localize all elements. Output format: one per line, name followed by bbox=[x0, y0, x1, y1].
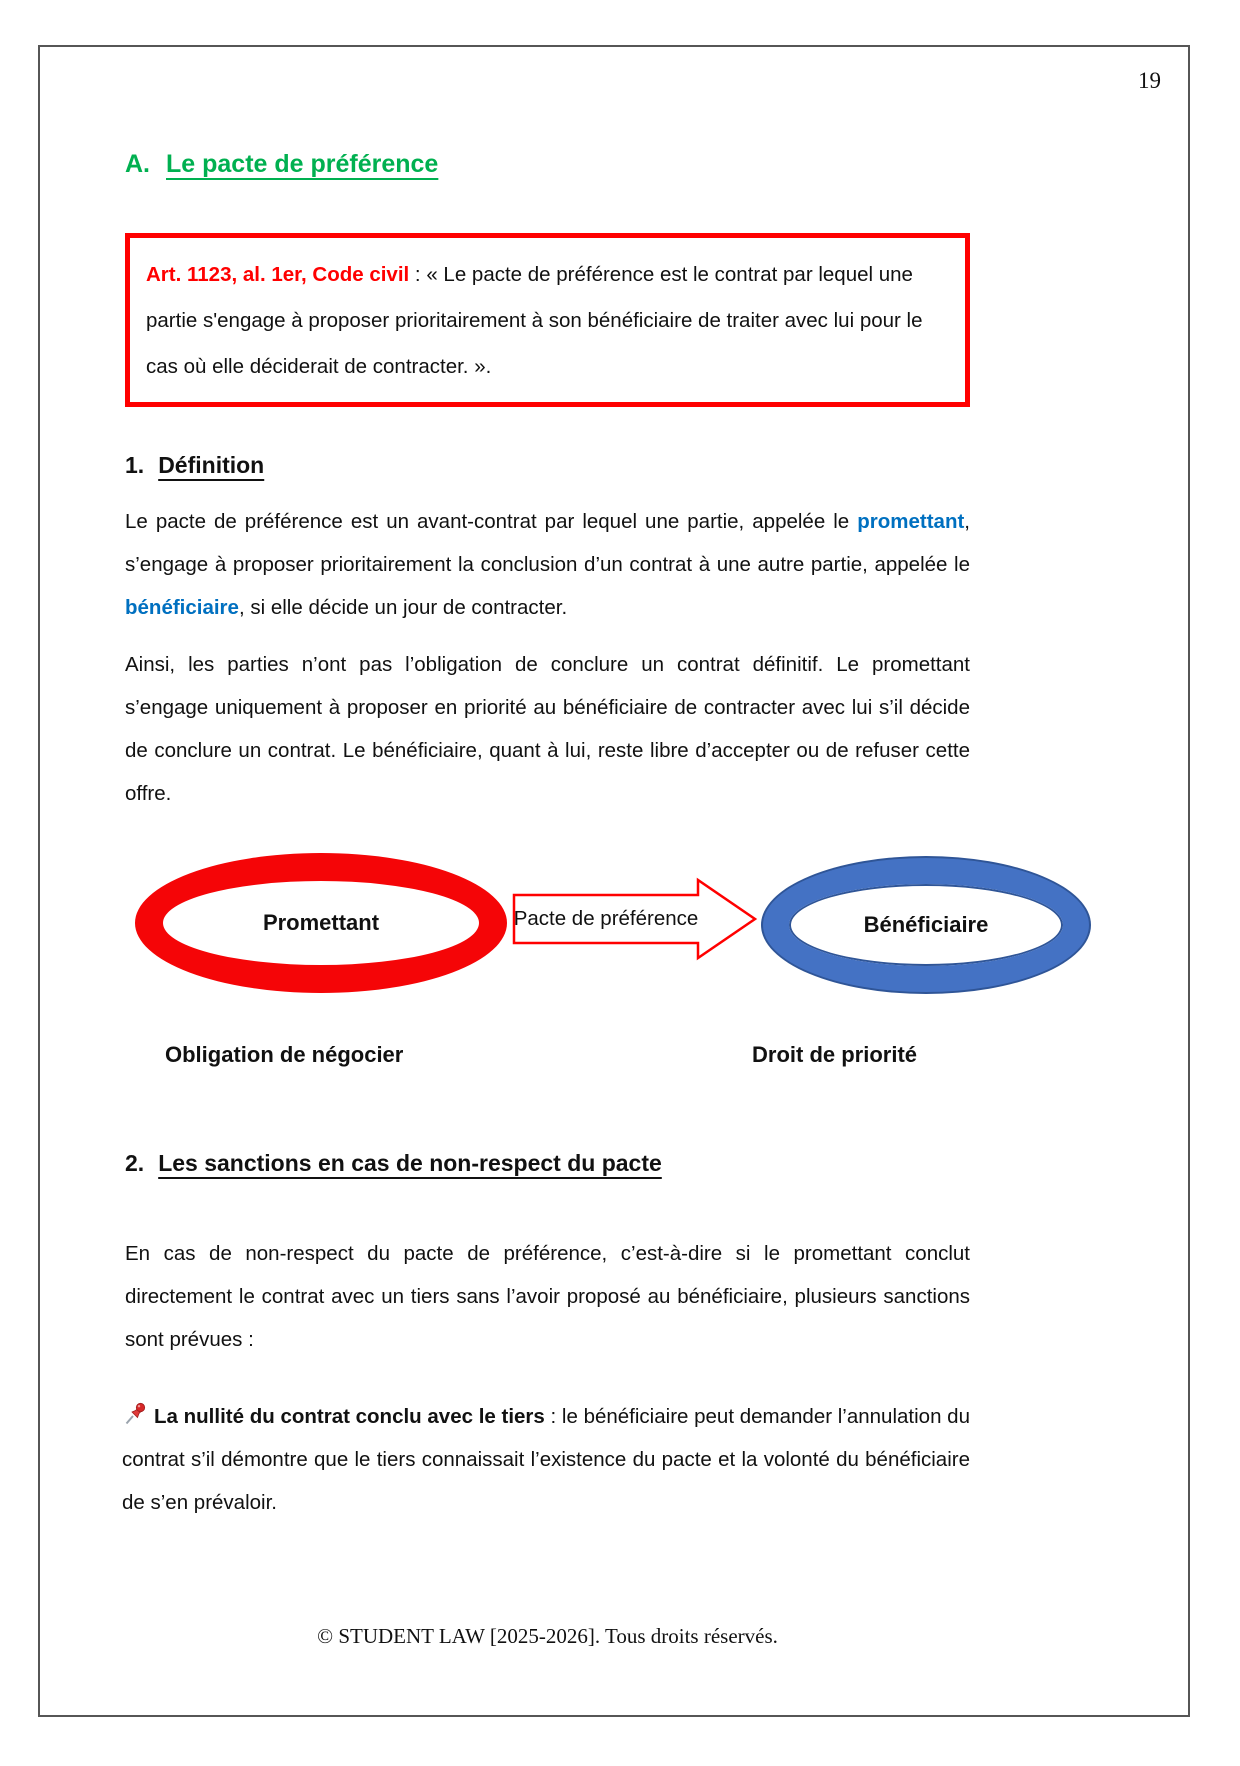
pushpin-icon bbox=[122, 1399, 148, 1425]
promettant-label: Promettant bbox=[262, 910, 380, 935]
promettant-ellipse bbox=[135, 853, 507, 993]
beneficiaire-label: Bénéficiaire bbox=[863, 912, 989, 937]
sanction-nullity-text: : le bénéficiaire peut demander l’annulation du contrat s’il démontre que le tiers connaissait l’existence du pacte et la volonté du bénéficiaire de s’en prévaloir. bbox=[122, 1405, 970, 1514]
law-article-reference: Art. 1123, al. 1er, Code civil bbox=[146, 263, 410, 286]
sanction-nullity-bold: La nullité du contrat conclu avec le tiers bbox=[154, 1405, 545, 1428]
law-article-box bbox=[125, 233, 970, 407]
page-number: 19 bbox=[1138, 68, 1161, 93]
sanctions-intro: En cas de non-respect du pacte de préférence, c’est-à-dire si le promettant conclut directement le contrat avec un tiers sans l’avoir proposé au bénéficiaire, plusieurs sanctions sont prévues : bbox=[125, 1242, 970, 1351]
term-promettant: promettant bbox=[857, 510, 965, 533]
section-a-heading bbox=[125, 150, 438, 179]
caption-obligation-negocier: Obligation de négocier bbox=[165, 1042, 404, 1067]
footer-copyright: © STUDENT LAW [2025-2026]. Tous droits réservés. bbox=[317, 1624, 778, 1648]
preference-arrow bbox=[512, 877, 758, 961]
beneficiaire-ellipse bbox=[763, 858, 1089, 992]
heading-sanctions bbox=[125, 1150, 662, 1177]
section-a-number: A. bbox=[125, 150, 150, 178]
sanction-item-nullity bbox=[122, 1395, 970, 1524]
heading-sanctions-number: 2. bbox=[125, 1150, 145, 1176]
caption-droit-priorite: Droit de priorité bbox=[752, 1042, 918, 1067]
heading-sanctions-title: Les sanctions en cas de non-respect du pacte bbox=[158, 1150, 662, 1176]
section-a-title: Le pacte de préférence bbox=[166, 150, 439, 178]
arrow-label: Pacte de préférence bbox=[513, 907, 699, 930]
definition-paragraph-2: Ainsi, les parties n’ont pas l’obligation de conclure un contrat définitif. Le promettant s’engage uniquement à proposer en priorité au bénéficiaire de contracter avec lui s’il décide de conclure un contrat. Le bénéficiaire, quant à lui, reste libre d’accepter ou de refuser cette offre. bbox=[125, 653, 970, 805]
law-article-text: : « Le pacte de préférence est le contrat par lequel une partie s'engage à proposer prioritairement à son bénéficiaire de traiter avec lui pour le cas où elle déciderait de contracter. ». bbox=[146, 263, 923, 378]
definition-p1-text-a: Le pacte de préférence est un avant-contrat par lequel une partie, appelée le bbox=[125, 510, 858, 533]
heading-definition bbox=[125, 452, 264, 479]
heading-definition-title: Définition bbox=[158, 452, 265, 478]
definition-paragraph-1 bbox=[125, 500, 970, 629]
heading-definition-number: 1. bbox=[125, 452, 145, 478]
definition-p1-text-b: , s’engage à proposer prioritairement la conclusion d’un contrat à une autre partie, appelée le bbox=[125, 510, 970, 576]
term-beneficiaire: bénéficiaire bbox=[125, 596, 239, 619]
definition-p1-text-c: , si elle décide un jour de contracter. bbox=[238, 596, 568, 619]
